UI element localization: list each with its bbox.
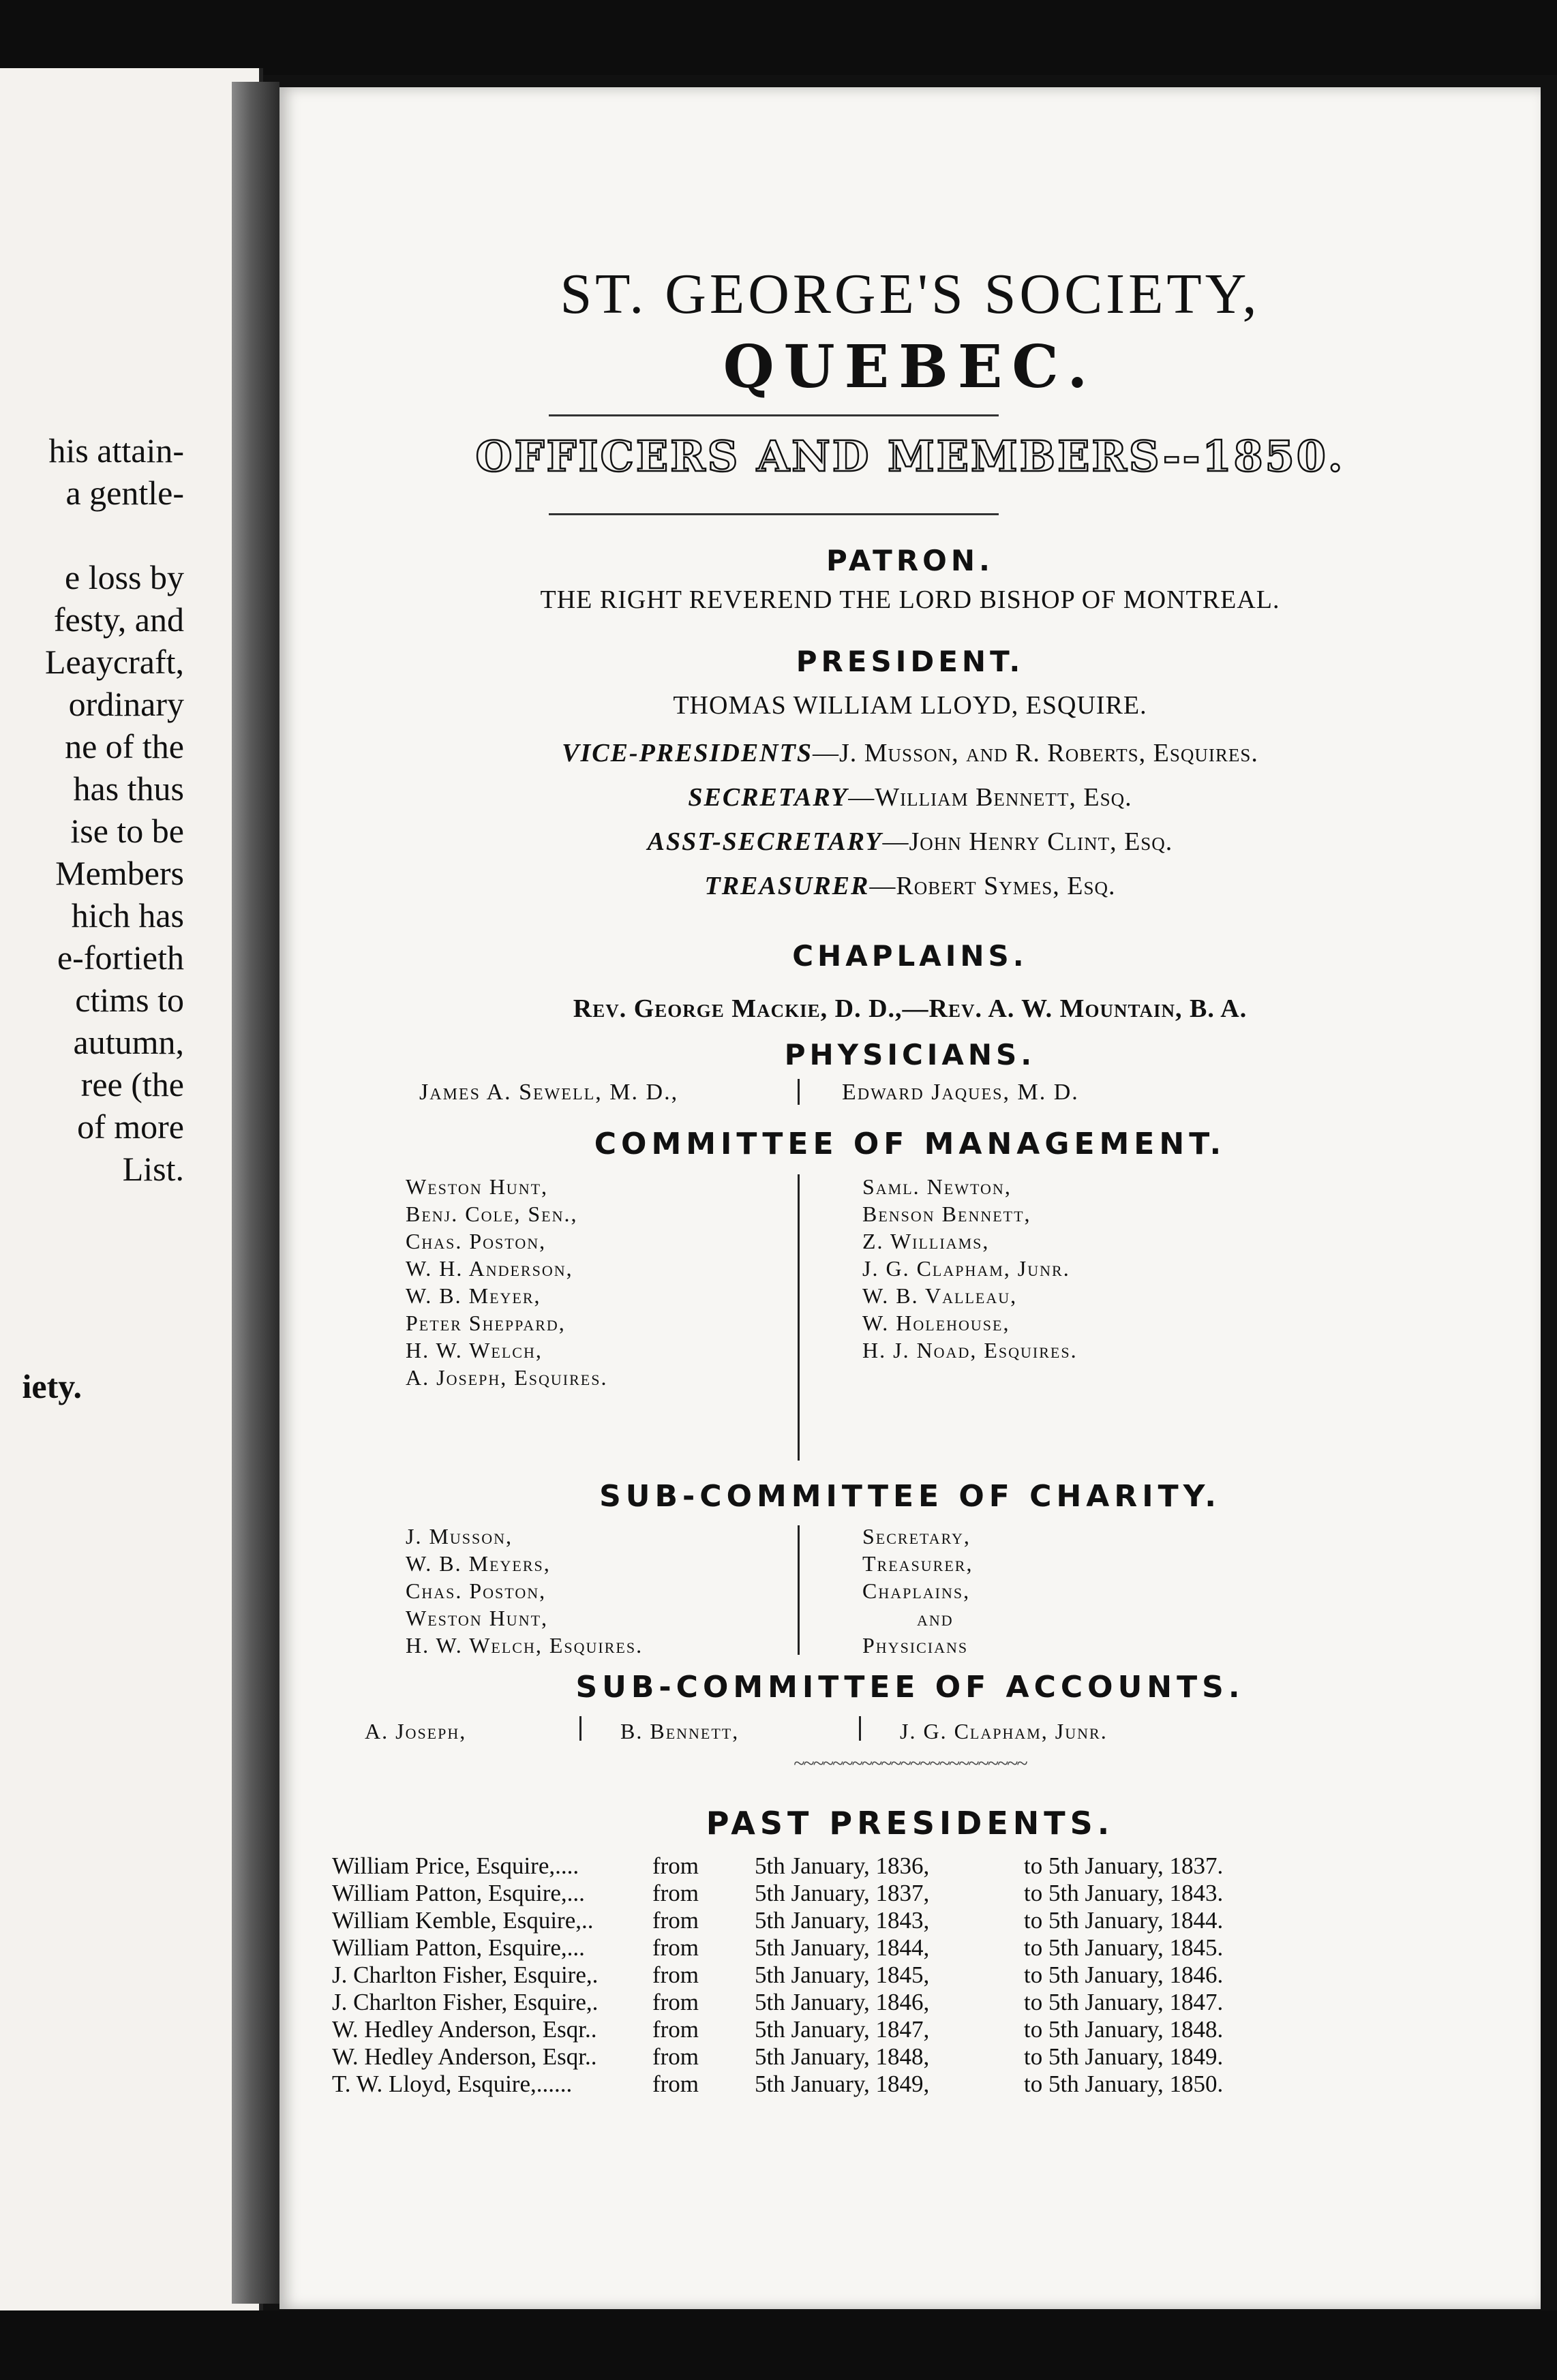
past-president-name: William Patton, Esquire,... bbox=[332, 1880, 585, 1906]
book-spine bbox=[232, 82, 279, 2304]
member-role: and bbox=[917, 1606, 954, 1630]
past-president-row bbox=[332, 2016, 1525, 2043]
left-line: ordinary bbox=[68, 685, 184, 723]
committee-charity-divider bbox=[798, 1525, 800, 1655]
past-president-end: to 5th January, 1846. bbox=[1024, 1962, 1224, 1988]
accounts-member: A. Joseph, bbox=[365, 1719, 467, 1743]
scan-border-top bbox=[0, 0, 1557, 75]
committee-charity-heading: SUB-COMMITTEE OF CHARITY. bbox=[599, 1479, 1221, 1514]
past-president-name: W. Hedley Anderson, Esqr.. bbox=[332, 2016, 597, 2043]
asst-secretary-line bbox=[279, 827, 1541, 857]
left-line: e-fortieth bbox=[57, 939, 184, 977]
member-name: H. W. Welch, Esquires. bbox=[406, 1633, 644, 1658]
past-president-from: from bbox=[652, 2016, 699, 2043]
committee-management-right bbox=[862, 1173, 1078, 1364]
treasurer-label: TREASURER bbox=[704, 872, 870, 900]
left-line: ne of the bbox=[65, 727, 184, 765]
rule-bottom bbox=[549, 513, 999, 515]
member-role: Secretary, bbox=[862, 1524, 971, 1548]
past-president-row bbox=[332, 1880, 1525, 1907]
member-name: W. B. Meyer, bbox=[406, 1283, 541, 1308]
treasurer-name: —Robert Symes, Esq. bbox=[869, 872, 1116, 900]
physicians-heading: PHYSICIANS. bbox=[784, 1038, 1036, 1071]
past-president-from: from bbox=[652, 1962, 699, 1988]
past-president-from: from bbox=[652, 1852, 699, 1879]
left-line: ise to be bbox=[70, 812, 184, 850]
rule-top bbox=[549, 414, 999, 416]
accounts-divider-2 bbox=[859, 1716, 861, 1741]
main-page bbox=[279, 87, 1541, 2309]
past-president-start: 5th January, 1848, bbox=[755, 2043, 930, 2070]
patron-heading: PATRON. bbox=[826, 544, 994, 577]
past-president-from: from bbox=[652, 2043, 699, 2070]
member-name: Z. Williams, bbox=[862, 1229, 990, 1253]
member-name: J. G. Clapham, Junr. bbox=[862, 1256, 1070, 1281]
past-president-start: 5th January, 1846, bbox=[755, 1989, 930, 2015]
city-title: QUEBEC. bbox=[723, 333, 1098, 401]
past-president-start: 5th January, 1843, bbox=[755, 1907, 930, 1934]
left-line: Leaycraft, bbox=[44, 643, 184, 681]
committee-management-heading: COMMITTEE OF MANAGEMENT. bbox=[594, 1127, 1226, 1161]
past-president-row bbox=[332, 1962, 1525, 1989]
past-president-row bbox=[332, 2071, 1525, 2098]
member-name: W. H. Anderson, bbox=[406, 1256, 573, 1281]
ornamental-separator: ~~~~~~~~~~~~~~~~~~~~~~~~ bbox=[793, 1752, 1027, 1775]
member-role: Treasurer, bbox=[862, 1551, 973, 1576]
past-president-from: from bbox=[652, 2071, 699, 2097]
left-line: List. bbox=[122, 1150, 184, 1188]
past-president-end: to 5th January, 1837. bbox=[1024, 1852, 1224, 1879]
left-line: Members bbox=[55, 854, 184, 892]
accounts-divider-1 bbox=[579, 1716, 581, 1741]
vice-presidents-line bbox=[279, 738, 1541, 768]
past-president-end: to 5th January, 1848. bbox=[1024, 2016, 1224, 2043]
secretary-name: —William Bennett, Esq. bbox=[848, 783, 1132, 812]
member-role: Chaplains, bbox=[862, 1578, 971, 1603]
vice-presidents-label: VICE-PRESIDENTS bbox=[562, 739, 813, 767]
president-heading: PRESIDENT. bbox=[796, 645, 1025, 678]
left-line: festy, and bbox=[53, 600, 184, 639]
member-name: Chas. Poston, bbox=[406, 1229, 547, 1253]
member-role: Physicians bbox=[862, 1633, 969, 1658]
asst-secretary-name: —John Henry Clint, Esq. bbox=[882, 827, 1173, 856]
member-name: Weston Hunt, bbox=[406, 1174, 549, 1199]
past-president-name: William Price, Esquire,.... bbox=[332, 1852, 579, 1879]
past-president-name: William Patton, Esquire,... bbox=[332, 1934, 585, 1961]
vice-presidents-names: —J. Musson, and R. Roberts, Esquires. bbox=[812, 739, 1258, 767]
member-name: Peter Sheppard, bbox=[406, 1311, 566, 1335]
committee-management-divider bbox=[798, 1174, 800, 1461]
chaplains-names: Rev. George Mackie, D. D.,—Rev. A. W. Mountain, B. A. bbox=[573, 994, 1248, 1023]
past-president-from: from bbox=[652, 1880, 699, 1906]
past-president-name: W. Hedley Anderson, Esqr.. bbox=[332, 2043, 597, 2070]
past-president-end: to 5th January, 1847. bbox=[1024, 1989, 1224, 2015]
member-name: W. B. Valleau, bbox=[862, 1283, 1018, 1308]
member-name: W. B. Meyers, bbox=[406, 1551, 551, 1576]
past-president-name: William Kemble, Esquire,.. bbox=[332, 1907, 594, 1934]
left-line: autumn, bbox=[73, 1023, 184, 1061]
left-line bbox=[0, 514, 184, 556]
member-name: J. Musson, bbox=[406, 1524, 513, 1548]
past-president-end: to 5th January, 1849. bbox=[1024, 2043, 1224, 2070]
left-line: hich has bbox=[71, 896, 184, 934]
left-line: of more bbox=[77, 1108, 184, 1146]
member-name: W. Holehouse, bbox=[862, 1311, 1010, 1335]
past-president-name: J. Charlton Fisher, Esquire,. bbox=[332, 1962, 599, 1988]
accounts-member: B. Bennett, bbox=[620, 1719, 740, 1743]
asst-secretary-label: ASST-SECRETARY bbox=[647, 827, 883, 856]
left-page-text bbox=[0, 429, 184, 1190]
president-name: THOMAS WILLIAM LLOYD, ESQUIRE. bbox=[673, 691, 1147, 720]
past-president-start: 5th January, 1847, bbox=[755, 2016, 930, 2043]
chaplains-heading: CHAPLAINS. bbox=[792, 939, 1028, 973]
past-president-from: from bbox=[652, 1934, 699, 1961]
past-president-name: T. W. Lloyd, Esquire,...... bbox=[332, 2071, 573, 2097]
physician-left: James A. Sewell, M. D., bbox=[419, 1080, 679, 1105]
past-president-start: 5th January, 1837, bbox=[755, 1880, 930, 1906]
left-line: e loss by bbox=[65, 558, 184, 596]
past-president-start: 5th January, 1845, bbox=[755, 1962, 930, 1988]
past-president-end: to 5th January, 1850. bbox=[1024, 2071, 1224, 2097]
patron-name: THE RIGHT REVEREND THE LORD BISHOP OF MONTREAL. bbox=[540, 585, 1280, 614]
past-president-from: from bbox=[652, 1907, 699, 1934]
physician-right: Edward Jaques, M. D. bbox=[842, 1080, 1079, 1105]
member-name: Benj. Cole, Sen., bbox=[406, 1202, 578, 1226]
member-name: H. W. Welch, bbox=[406, 1338, 543, 1362]
left-line: a gentle- bbox=[65, 474, 184, 512]
member-name: H. J. Noad, Esquires. bbox=[862, 1338, 1078, 1362]
member-name: Benson Bennett, bbox=[862, 1202, 1031, 1226]
member-name: A. Joseph, Esquires. bbox=[406, 1365, 608, 1390]
past-president-start: 5th January, 1836, bbox=[755, 1852, 930, 1879]
left-society-fragment: iety. bbox=[22, 1367, 82, 1405]
past-president-end: to 5th January, 1845. bbox=[1024, 1934, 1224, 1961]
past-president-start: 5th January, 1849, bbox=[755, 2071, 930, 2097]
treasurer-line bbox=[279, 871, 1541, 901]
secretary-line bbox=[279, 782, 1541, 812]
past-president-end: to 5th January, 1844. bbox=[1024, 1907, 1224, 1934]
left-line: his attain- bbox=[48, 431, 184, 470]
past-president-row bbox=[332, 1934, 1525, 1962]
left-facing-page bbox=[0, 68, 263, 2317]
committee-accounts-heading: SUB-COMMITTEE OF ACCOUNTS. bbox=[575, 1670, 1245, 1705]
physicians-divider bbox=[798, 1079, 800, 1105]
society-title: ST. GEORGE'S SOCIETY, bbox=[560, 262, 1260, 326]
past-presidents-heading: PAST PRESIDENTS. bbox=[706, 1805, 1115, 1842]
secretary-label: SECRETARY bbox=[688, 783, 849, 812]
past-president-row bbox=[332, 1907, 1525, 1934]
committee-charity-right bbox=[862, 1523, 973, 1659]
past-president-row bbox=[332, 1989, 1525, 2016]
committee-management-left bbox=[406, 1173, 607, 1391]
accounts-member: J. G. Clapham, Junr. bbox=[900, 1719, 1108, 1743]
left-line: has thus bbox=[73, 769, 184, 808]
past-president-name: J. Charlton Fisher, Esquire,. bbox=[332, 1989, 599, 2015]
member-name: Chas. Poston, bbox=[406, 1578, 547, 1603]
subtitle: OFFICERS AND MEMBERS--1850. bbox=[475, 431, 1345, 481]
member-name: Saml. Newton, bbox=[862, 1174, 1012, 1199]
past-president-row bbox=[332, 1852, 1525, 1880]
past-president-row bbox=[332, 2043, 1525, 2071]
past-president-from: from bbox=[652, 1989, 699, 2015]
past-president-end: to 5th January, 1843. bbox=[1024, 1880, 1224, 1906]
past-president-start: 5th January, 1844, bbox=[755, 1934, 930, 1961]
committee-charity-left bbox=[406, 1523, 643, 1659]
scan-border-bottom bbox=[0, 2310, 1557, 2380]
left-line: ree (the bbox=[80, 1065, 184, 1103]
left-line: ctims to bbox=[75, 981, 184, 1019]
member-name: Weston Hunt, bbox=[406, 1606, 549, 1630]
